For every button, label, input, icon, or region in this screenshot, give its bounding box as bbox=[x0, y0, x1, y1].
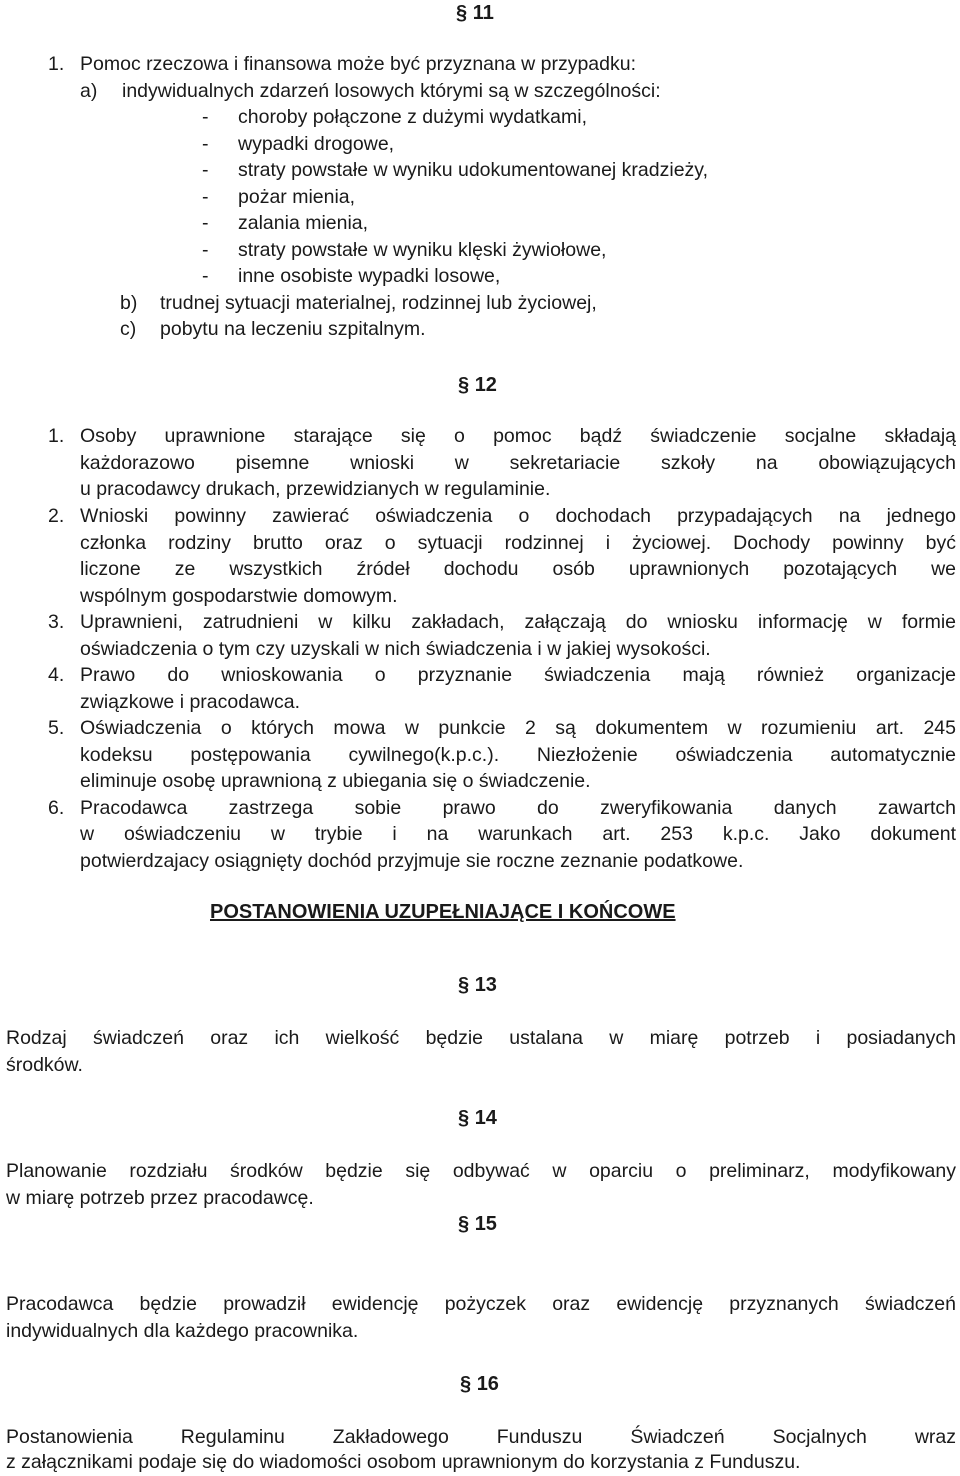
section-number: 11 bbox=[472, 2, 494, 24]
final-provisions-heading: POSTANOWIENIA UZUPEŁNIAJĄCE I KOŃCOWE bbox=[210, 901, 676, 923]
s14-line: Planowanie rozdziału środków będzie się odbywać w oparciu o preliminarz, modyfikowany bbox=[6, 1160, 956, 1182]
dash-marker: - bbox=[202, 212, 209, 234]
section-11-heading bbox=[456, 0, 494, 27]
s11-a-label: a) bbox=[80, 80, 98, 102]
dash-item: choroby połączone z dużymi wydatkami, bbox=[238, 106, 587, 128]
section-number: 12 bbox=[474, 374, 497, 396]
s12-p5-num: 5. bbox=[48, 717, 65, 739]
section-15-heading bbox=[458, 1211, 497, 1238]
s12-p5-line: Oświadczenia o których mowa w punkcie 2 są dokumentem w rozumieniu art. 245 bbox=[80, 717, 956, 739]
s11-a-text: indywidualnych zdarzeń losowych którymi są w szczególności: bbox=[122, 80, 661, 102]
s15-line: Pracodawca będzie prowadził ewidencję pożyczek oraz ewidencję przyznanych świadczeń bbox=[6, 1293, 956, 1315]
section-16-heading bbox=[460, 1371, 499, 1398]
s13-line: Rodzaj świadczeń oraz ich wielkość będzie ustalana w miarę potrzeb i posiadanych bbox=[6, 1027, 956, 1049]
s16-line: z załącznikami podaje się do wiadomości osobom uprawnionym do korzystania z Funduszu. bbox=[6, 1451, 801, 1473]
section-number: 16 bbox=[476, 1373, 499, 1395]
s12-p4-line: Prawo do wnioskowania o przyznanie świadczenia mają również organizacje bbox=[80, 664, 956, 686]
s13-line: środków. bbox=[6, 1054, 83, 1076]
dash-marker: - bbox=[202, 133, 209, 155]
s12-p2-num: 2. bbox=[48, 505, 65, 527]
s12-p1-num: 1. bbox=[48, 425, 65, 447]
section-mark-icon: § bbox=[460, 1373, 472, 1395]
dash-item: inne osobiste wypadki losowe, bbox=[238, 265, 501, 287]
s12-p4-line: związkowe i pracodawca. bbox=[80, 691, 301, 713]
dash-item: pożar mienia, bbox=[238, 186, 356, 208]
s16-line: Postanowienia Regulaminu Zakładowego Funduszu Świadczeń Socjalnych wraz bbox=[6, 1426, 956, 1448]
section-13-heading bbox=[458, 972, 497, 999]
dash-item: straty powstałe w wyniku udokumentowanej kradzieży, bbox=[238, 159, 709, 181]
dash-marker: - bbox=[202, 106, 209, 128]
s12-p2-line: członka rodziny brutto oraz o sytuacji rodzinnej i życiowej. Dochody powinny być bbox=[80, 532, 956, 554]
s12-p3-num: 3. bbox=[48, 611, 65, 633]
dash-marker: - bbox=[202, 265, 209, 287]
s14-line: w miarę potrzeb przez pracodawcę. bbox=[6, 1187, 314, 1209]
dash-item: zalania mienia, bbox=[238, 212, 369, 234]
s12-p6-num: 6. bbox=[48, 797, 65, 819]
section-mark-icon: § bbox=[456, 2, 468, 24]
section-mark-icon: § bbox=[458, 1213, 470, 1235]
s11-c-text: pobytu na leczeniu szpitalnym. bbox=[160, 318, 426, 340]
section-number: 14 bbox=[474, 1107, 497, 1129]
section-12-heading bbox=[458, 372, 497, 399]
s12-p6-line: Pracodawca zastrzega sobie prawo do zweryfikowania danych zawartch bbox=[80, 797, 956, 819]
s12-p3-line: Uprawnieni, zatrudnieni w kilku zakładach, załączają do wniosku informację w formie bbox=[80, 611, 956, 633]
section-mark-icon: § bbox=[458, 1107, 470, 1129]
s11-b-label: b) bbox=[120, 292, 138, 314]
s12-p2-line: wspólnym gospodarstwie domowym. bbox=[80, 585, 398, 607]
s11-item1-num: 1. bbox=[48, 53, 65, 75]
dash-marker: - bbox=[202, 239, 209, 261]
s12-p1-line: u pracodawcy drukach, przewidzianych w regulaminie. bbox=[80, 478, 551, 500]
s12-p1-line: każdorazowo pisemne wnioski w sekretariacie szkoły na obowiązujących bbox=[80, 452, 956, 474]
section-number: 15 bbox=[474, 1213, 497, 1235]
section-14-heading bbox=[458, 1105, 497, 1132]
s12-p6-line: w oświadczeniu w trybie i na warunkach art. 253 k.p.c. Jako dokument bbox=[80, 823, 956, 845]
s12-p5-line: kodeksu postępowania cywilnego(k.p.c.). Niezłożenie oświadczenia automatycznie bbox=[80, 744, 956, 766]
s12-p4-num: 4. bbox=[48, 664, 65, 686]
s12-p6-line: potwierdzajacy osiągnięty dochód przyjmuje sie roczne zeznanie podatkowe. bbox=[80, 850, 744, 872]
section-number: 13 bbox=[474, 974, 497, 996]
s12-p2-line: Wnioski powinny zawierać oświadczenia o dochodach przypadających na jednego bbox=[80, 505, 956, 527]
s15-line: indywidualnych dla każdego pracownika. bbox=[6, 1320, 359, 1342]
dash-item: wypadki drogowe, bbox=[238, 133, 395, 155]
s12-p1-line: Osoby uprawnione starające się o pomoc bądź świadczenie socjalne składają bbox=[80, 425, 956, 447]
s12-p3-line: oświadczenia o tym czy uzyskali w nich świadczenia i w jakiej wysokości. bbox=[80, 638, 711, 660]
s11-c-label: c) bbox=[120, 318, 137, 340]
dash-item: straty powstałe w wyniku klęski żywiołowe, bbox=[238, 239, 607, 261]
s11-b-text: trudnej sytuacji materialnej, rodzinnej lub życiowej, bbox=[160, 292, 597, 314]
s12-p5-line: eliminuje osobę uprawnioną z ubiegania się o świadczenie. bbox=[80, 770, 591, 792]
dash-marker: - bbox=[202, 186, 209, 208]
section-mark-icon: § bbox=[458, 974, 470, 996]
dash-marker: - bbox=[202, 159, 209, 181]
s12-p2-line: liczone ze wszystkich źródeł dochodu osób uprawnionych pozotających we bbox=[80, 558, 956, 580]
section-mark-icon: § bbox=[458, 374, 470, 396]
s11-item1-text: Pomoc rzeczowa i finansowa może być przyznana w przypadku: bbox=[80, 53, 636, 75]
